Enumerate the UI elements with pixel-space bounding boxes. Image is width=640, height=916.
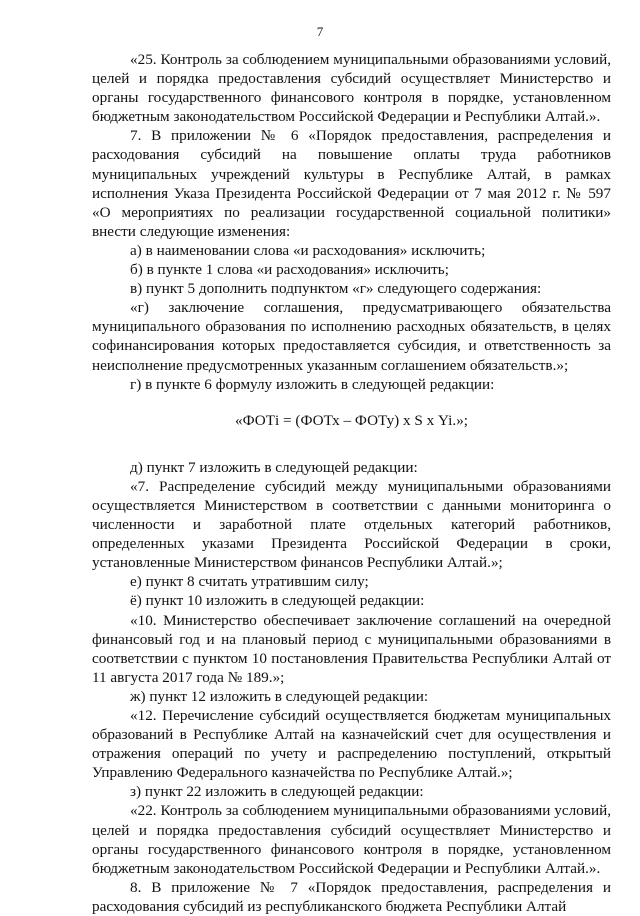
paragraph-clause-7: «7. Распределение субсидий между муниципальными образованиями осуществляется Министерством в соответствии с данными мониторинга о численности и заработной плате отдельных категорий работников, определенных указами Президента Российской Федерации в сроки, установленные Министерством финансов Республики Алтай.»; [92, 477, 611, 572]
paragraph-subitem-d: д) пункт 7 изложить в следующей редакции: [130, 458, 418, 476]
paragraph-subitem-z: з) пункт 22 изложить в следующей редакции: [130, 783, 424, 801]
paragraph-subitem-e: е) пункт 8 считать утратившим силу; [130, 573, 369, 591]
paragraph-subitem-a: а) в наименовании слова «и расходования» исключить; [130, 241, 486, 259]
paragraph-clause-12: «12. Перечисление субсидий осуществляется бюджетам муниципальных образований в Республике Алтай на казначейский счет для осуществления и отражения операций по учету и распределению поступлений, открытый Управлению Федерального казначейства по Республике Алтай.»; [92, 707, 611, 782]
page-number: 7 [316, 24, 324, 39]
paragraph-clause-22: «22. Контроль за соблюдением муниципальными образованиями условий, целей и порядка предоставления субсидий осуществляет Министерство и органы государственного финансового контроля в порядке, установленном бюджетным законодательством Российской Федерации и Республики Алтай.». [92, 802, 611, 877]
paragraph-item-7: 7. В приложении № 6 «Порядок предоставления, распределения и расходования субсидий на повышение оплаты труда работников муниципальных учреждений культуры в Республике Алтай, в рамках исполнения Указа Президента Российской Федерации от 7 мая 2012 г. № 597 «О мероприятиях по реализации государственной социальной политики» внести следующие изменения: [92, 127, 611, 240]
paragraph-item-8: 8. В приложение № 7 «Порядок предоставления, распределения и расходования субсидий из республиканского бюджета Республики Алтай [92, 878, 611, 915]
paragraph-subitem-v: в) пункт 5 дополнить подпунктом «г» следующего содержания: [130, 280, 542, 298]
paragraph-subitem-yo: ё) пункт 10 изложить в следующей редакции: [130, 592, 425, 610]
paragraph-subitem-b: б) в пункте 1 слова «и расходования» исключить; [130, 261, 449, 279]
paragraph-subitem-zh: ж) пункт 12 изложить в следующей редакции: [130, 687, 429, 705]
paragraph-subitem-g: г) в пункте 6 формулу изложить в следующей редакции: [130, 375, 495, 393]
paragraph-clause-10: «10. Министерство обеспечивает заключение соглашений на очередной финансовый год и на плановый период с муниципальными образованиями в соответствии с пунктом 10 постановления Правительства Республики Алтай от 11 августа 2017 года № 189.»; [92, 611, 611, 686]
paragraph-clause-25: «25. Контроль за соблюдением муниципальными образованиями условий, целей и порядка предоставления субсидий осуществляет Министерство и органы государственного финансового контроля в порядке, установленном бюджетным законодательством Российской Федерации и Республики Алтай.». [92, 51, 611, 126]
paragraph-subpoint-g-text: «г) заключение соглашения, предусматривающего обязательства муниципального образования по исполнению расходных обязательств, в целях софинансирования которых предоставляется субсидия, и ответственность за неисполнение предусмотренных указанным соглашением обязательств.»; [92, 299, 611, 374]
formula: «ФОТi = (ФОТх – ФОТу) х S х Yi.»; [234, 411, 469, 429]
document-body [92, 50, 611, 916]
